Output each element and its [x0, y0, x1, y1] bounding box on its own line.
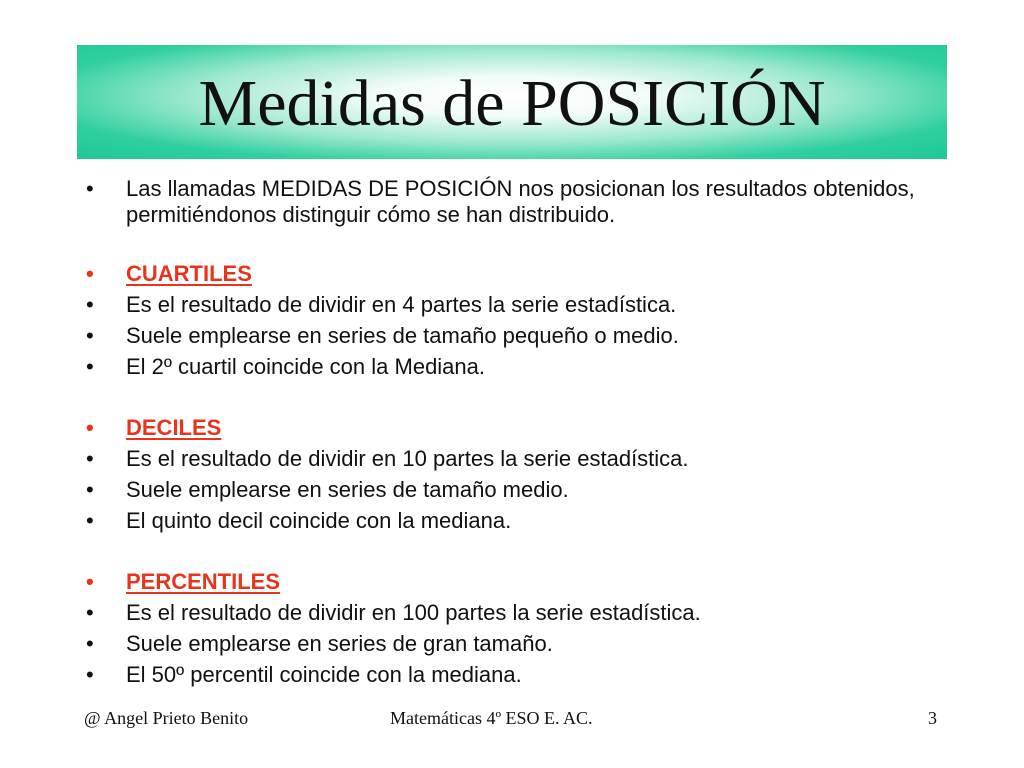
bullet-text: Suele emplearse en series de tamaño medio. — [126, 477, 569, 502]
bullet-item — [85, 508, 946, 534]
bullet-item — [85, 477, 946, 503]
bullet-text: El quinto decil coincide con la mediana. — [126, 508, 512, 533]
bullet-dot: • — [86, 354, 94, 379]
bullet-dot: • — [86, 261, 94, 286]
title-band — [77, 45, 947, 159]
bullet-item — [85, 662, 946, 688]
bullet-text: Es el resultado de dividir en 10 partes la serie estadística. — [126, 446, 689, 471]
bullet-text: El 50º percentil coincide con la mediana. — [126, 662, 522, 687]
bullet-text: Suele emplearse en series de tamaño pequeño o medio. — [126, 323, 679, 348]
slide-title: Medidas de POSICIÓN — [198, 67, 826, 140]
bullet-dot: • — [86, 477, 94, 502]
bullet-text: Suele emplearse en series de gran tamaño. — [126, 631, 553, 656]
footer-course: Matemáticas 4º ESO E. AC. — [390, 708, 593, 728]
bullet-text: Es el resultado de dividir en 100 partes la serie estadística. — [126, 600, 701, 625]
bullet-item — [85, 292, 946, 318]
bullet-intro — [85, 176, 946, 228]
bullet-dot: • — [86, 446, 94, 471]
footer-page-number: 3 — [928, 708, 937, 728]
section-heading: CUARTILES — [126, 261, 252, 286]
bullet-dot: • — [86, 600, 94, 625]
bullet-dot: • — [86, 176, 94, 201]
bullet-item — [85, 631, 946, 657]
heading-cuartiles — [85, 261, 946, 287]
bullet-dot: • — [86, 569, 94, 594]
bullet-item — [85, 446, 946, 472]
bullet-dot: • — [86, 631, 94, 656]
heading-deciles — [85, 415, 946, 441]
section-heading: DECILES — [126, 415, 222, 440]
bullet-text: El 2º cuartil coincide con la Mediana. — [126, 354, 486, 379]
footer-author: @ Angel Prieto Benito — [84, 708, 249, 728]
section-heading: PERCENTILES — [126, 569, 281, 594]
bullet-item — [85, 600, 946, 626]
bullet-item — [85, 354, 946, 380]
bullet-text: Es el resultado de dividir en 4 partes la serie estadística. — [126, 292, 677, 317]
bullet-text: Las llamadas MEDIDAS DE POSICIÓN nos posicionan los resultados obtenidos, permitiéndonos distinguir cómo se han distribuido. — [126, 176, 915, 227]
bullet-dot: • — [86, 415, 94, 440]
bullet-dot: • — [86, 323, 94, 348]
bullet-item — [85, 323, 946, 349]
bullet-dot: • — [86, 662, 94, 687]
heading-percentiles — [85, 569, 946, 595]
bullet-dot: • — [86, 508, 94, 533]
bullet-dot: • — [86, 292, 94, 317]
